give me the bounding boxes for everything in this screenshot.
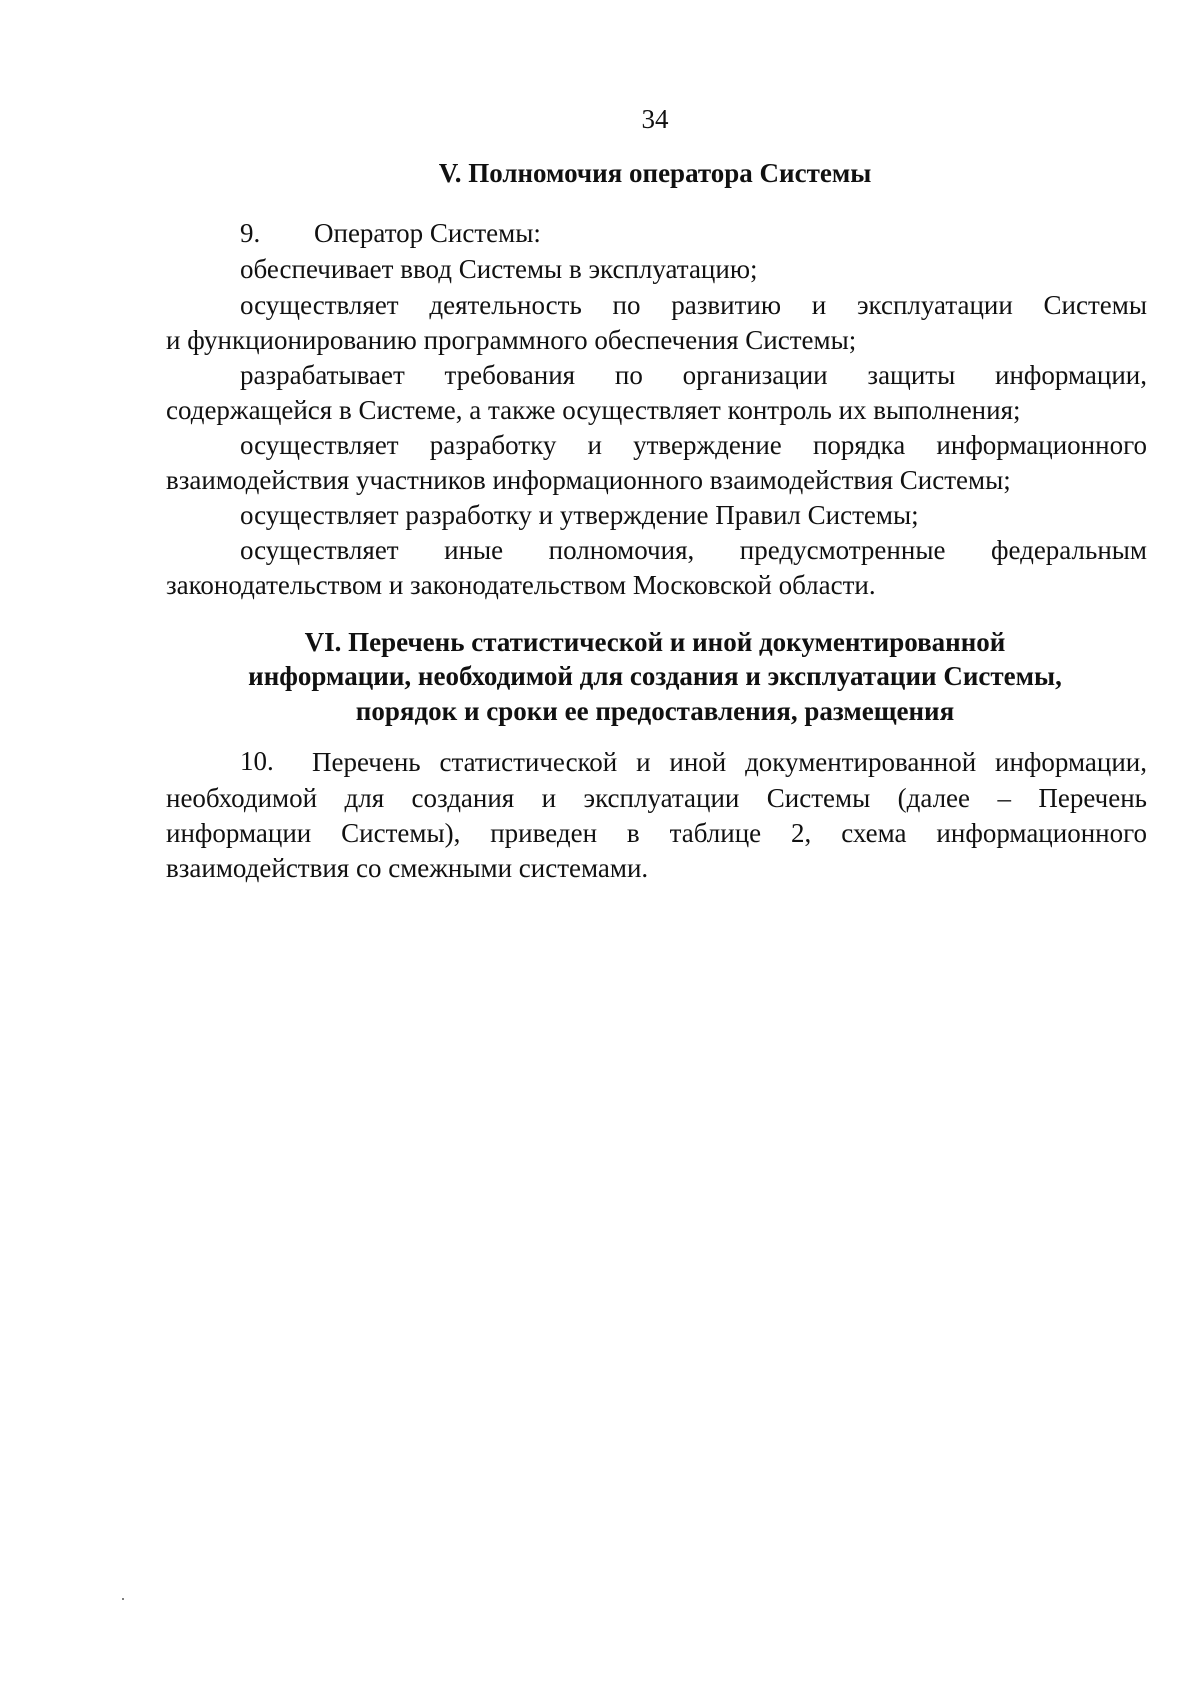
scan-speck xyxy=(122,1598,124,1600)
duty-line-8: осуществляет разработку и утверждение Правил Системы; xyxy=(240,500,919,530)
duty-line-9: осуществляет иные полномочия, предусмотренные федеральным xyxy=(240,535,1147,565)
section-6-title-line-1: VI. Перечень статистической и иной документированной xyxy=(304,627,1006,657)
item-10-line-3: информации Системы), приведен в таблице 2, схема информационного xyxy=(166,818,1147,848)
section-6-title-line-2: информации, необходимой для создания и эксплуатации Системы, xyxy=(248,661,1062,691)
duty-line-10: законодательством и законодательством Московской области. xyxy=(166,570,876,600)
item-10-line-1: Перечень статистической и иной документированной информации, xyxy=(312,747,1147,777)
duty-line-1: обеспечивает ввод Системы в эксплуатацию; xyxy=(240,254,758,284)
duty-line-4: разрабатывает требования по организации защиты информации, xyxy=(240,360,1147,390)
duty-line-3: и функционированию программного обеспечения Системы; xyxy=(166,325,857,355)
item-10-line-4: взаимодействия со смежными системами. xyxy=(166,853,649,883)
item-10-line-2: необходимой для создания и эксплуатации Системы (далее – Перечень xyxy=(166,783,1147,813)
section-6-title-line-3: порядок и сроки ее предоставления, размещения xyxy=(355,696,955,726)
duty-line-2: осуществляет деятельность по развитию и эксплуатации Системы xyxy=(240,290,1147,320)
duty-line-7: взаимодействия участников информационного взаимодействия Системы; xyxy=(166,465,1011,495)
duty-line-6: осуществляет разработку и утверждение порядка информационного xyxy=(240,430,1147,460)
item-9-number: 9. xyxy=(240,218,261,248)
item-10-number: 10. xyxy=(240,746,274,776)
section-5-title: V. Полномочия оператора Системы xyxy=(438,158,872,188)
item-9-title: Оператор Системы: xyxy=(314,218,541,248)
duty-line-5: содержащейся в Системе, а также осуществляет контроль их выполнения; xyxy=(166,395,1021,425)
page-number: 34 xyxy=(641,104,669,134)
